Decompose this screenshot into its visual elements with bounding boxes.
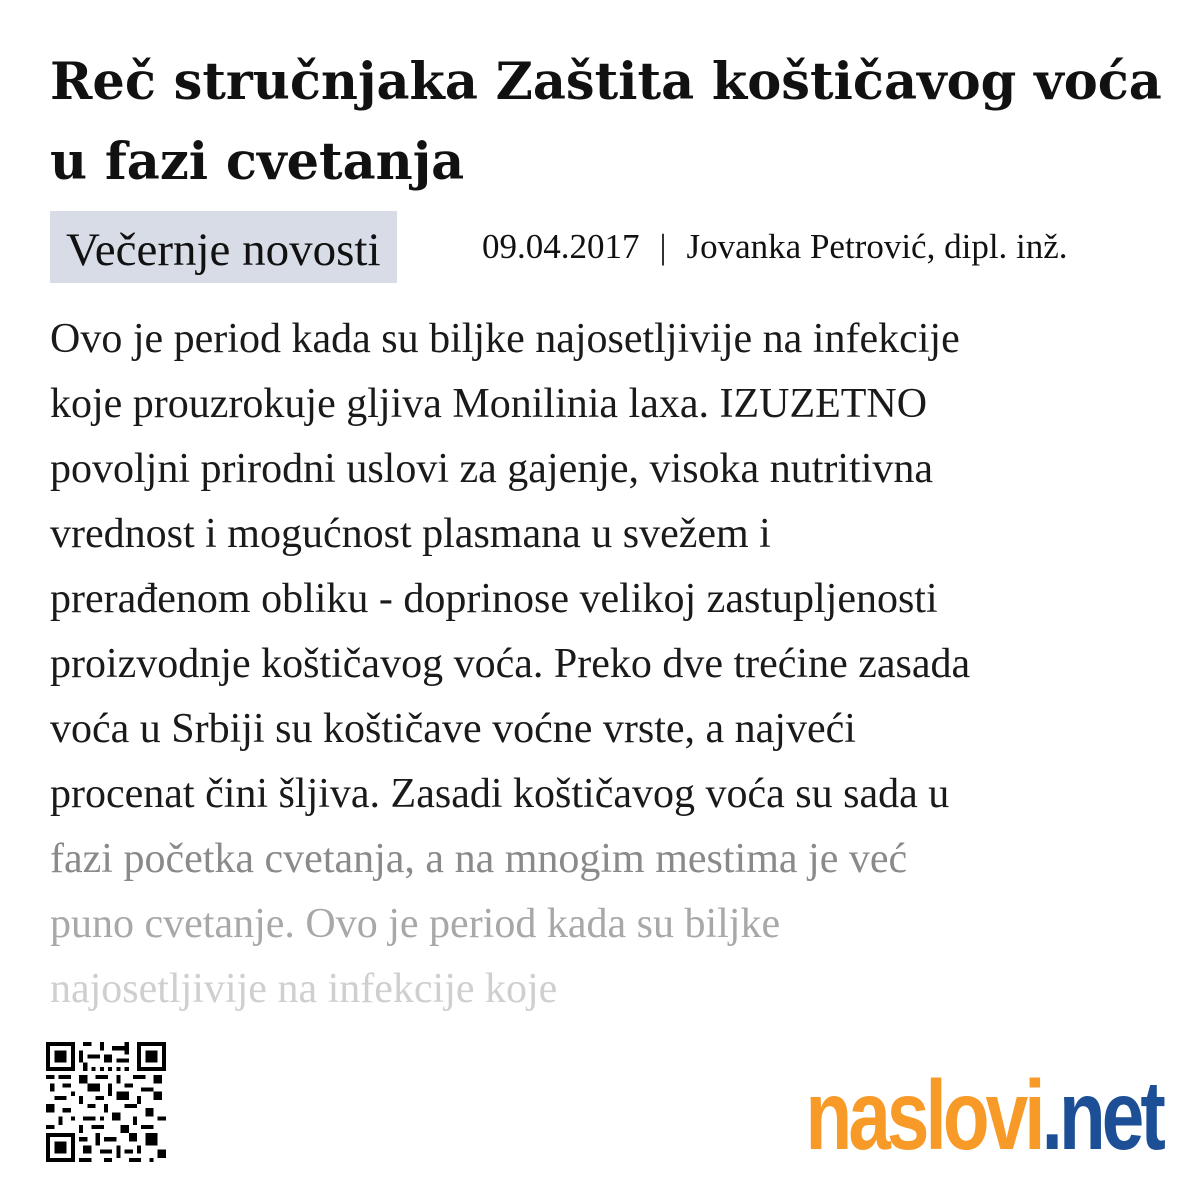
naslovi-logo <box>806 1060 1162 1170</box>
qr-code-icon <box>46 1040 166 1164</box>
meta-separator: | <box>659 227 667 266</box>
body-line: prerađenom obliku - doprinose velikoj zastupljenosti <box>50 576 938 622</box>
body-line: vrednost i mogućnost plasmana u svežem i <box>50 511 771 557</box>
body-line-faded: fazi početka cvetanja, a na mnogim mestima je već <box>50 836 908 882</box>
body-line-faded: najosetljivije na infekcije koje <box>50 966 558 1012</box>
logo-text-secondary: .net <box>1041 1060 1162 1170</box>
body-line: procenat čini šljiva. Zasadi koštičavog voća su sada u <box>50 771 950 817</box>
article-author: Jovanka Petrović, dipl. inž. <box>686 227 1068 266</box>
logo-text-primary: naslovi <box>805 1060 1042 1170</box>
article-meta <box>50 211 1200 283</box>
source-badge: Večernje novosti <box>50 211 397 283</box>
article-body <box>50 307 1170 1022</box>
body-line: Ovo je period kada su biljke najosetljivije na infekcije <box>50 316 960 362</box>
body-line: koje prouzrokuje gljiva Monilinia laxa. IZUZETNO <box>50 381 928 427</box>
meta-info <box>482 225 1068 269</box>
article-date: 09.04.2017 <box>482 227 640 266</box>
body-line: voća u Srbiji su koštičave voćne vrste, a najveći <box>50 706 856 752</box>
article-title: Reč stručnjaka Zaštita koštičavog voća u fazi cvetanja <box>50 52 1162 192</box>
body-line: povoljni prirodni uslovi za gajenje, visoka nutritivna <box>50 446 934 492</box>
body-line-faded: puno cvetanje. Ovo je period kada su biljke <box>50 901 781 947</box>
body-line: proizvodnje koštičavog voća. Preko dve trećine zasada <box>50 641 971 687</box>
